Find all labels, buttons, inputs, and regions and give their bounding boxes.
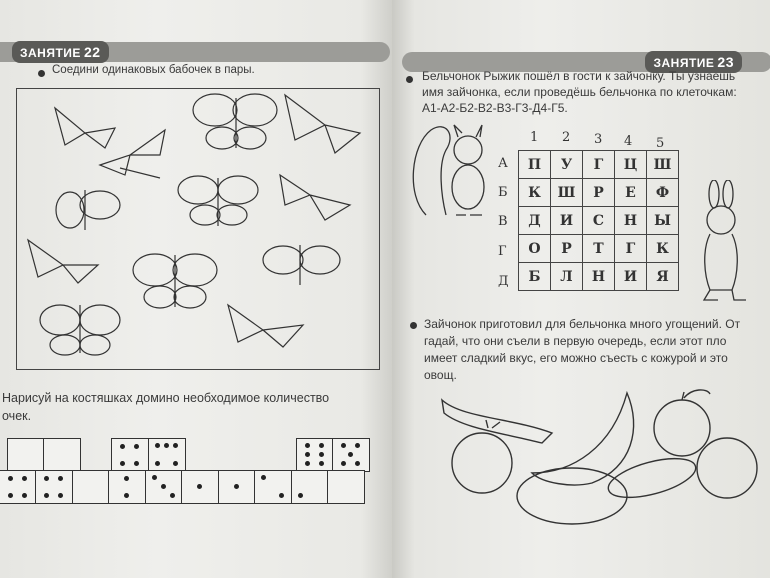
- task-squirrel-line1: Бельчонок Рыжик пошёл в гости к зайчонку. Ты узнаешь: [422, 69, 736, 83]
- grid-cell-v4[interactable]: Н: [615, 207, 647, 235]
- row-label: Б: [498, 185, 508, 200]
- domino-cell[interactable]: [43, 438, 81, 472]
- bullet-icon: [410, 322, 417, 329]
- row-label: А: [498, 156, 508, 171]
- grid-cell-g1[interactable]: О: [519, 235, 551, 263]
- lesson-label: ЗАНЯТИЕ: [20, 46, 81, 60]
- task-butterflies: Соедини одинаковых бабочек в пары.: [52, 64, 255, 76]
- grid-cell-a2[interactable]: У: [551, 151, 583, 179]
- lesson-number: 23: [717, 54, 734, 70]
- task-squirrel-line3: А1-А2-Б2-В2-В3-Г3-Д4-Г5.: [422, 101, 568, 115]
- grid-cell-a5[interactable]: Ш: [647, 151, 679, 179]
- grid-cell-a3[interactable]: Г: [583, 151, 615, 179]
- squirrel-illustration: [406, 115, 496, 225]
- column-number: 1: [530, 130, 539, 145]
- task-domino-line1: Нарисуй на костяшках домино необходимое количество: [2, 391, 330, 405]
- row-label: Г: [498, 244, 507, 259]
- fruits-vegetables-illustration: [392, 388, 770, 578]
- grid-cell-d5[interactable]: Я: [647, 263, 679, 291]
- grid-cell-b2[interactable]: Ш: [551, 179, 583, 207]
- task-domino-line2: очек.: [2, 409, 32, 423]
- column-number: 3: [594, 132, 603, 147]
- right-page: [392, 0, 770, 578]
- grid-cell-g2[interactable]: Р: [551, 235, 583, 263]
- task-bunny-line3: имеет сладкий вкус, его можно съесть с кожурой и это: [424, 351, 728, 365]
- domino-top-row: [8, 438, 370, 472]
- grid-cell-d3[interactable]: Н: [583, 263, 615, 291]
- grid-cell-d2[interactable]: Л: [551, 263, 583, 291]
- column-number: 2: [562, 130, 571, 145]
- grid-cell-g3[interactable]: Т: [583, 235, 615, 263]
- task-bunny-line1: Зайчонок приготовил для бельчонка много угощений. От: [424, 317, 741, 331]
- task-bunny-line4: овощ.: [424, 368, 457, 382]
- grid-cell-a4[interactable]: Ц: [615, 151, 647, 179]
- domino-cell[interactable]: [218, 470, 256, 504]
- domino-cell[interactable]: [108, 470, 146, 504]
- bunny-illustration: [692, 180, 752, 310]
- grid-cell-a1[interactable]: П: [519, 151, 551, 179]
- grid-cell-v3[interactable]: С: [583, 207, 615, 235]
- domino-bottom-row: [0, 470, 365, 504]
- grid-cell-b5[interactable]: Ф: [647, 179, 679, 207]
- grid-cell-b3[interactable]: Р: [583, 179, 615, 207]
- butterflies-illustration: [0, 0, 392, 380]
- grid-cell-v2[interactable]: И: [551, 207, 583, 235]
- grid-cell-v5[interactable]: Ы: [647, 207, 679, 235]
- domino-cell[interactable]: [296, 438, 334, 472]
- grid-cell-b1[interactable]: К: [519, 179, 551, 207]
- grid-cell-v1[interactable]: Д: [519, 207, 551, 235]
- column-number: 5: [656, 136, 665, 151]
- domino-cell[interactable]: [327, 470, 365, 504]
- domino-cell[interactable]: [148, 438, 186, 472]
- domino-cell[interactable]: [332, 438, 370, 472]
- domino-cell[interactable]: [181, 470, 219, 504]
- task-bunny-line2: гадай, что они съели в первую очередь, если этот пло: [424, 334, 727, 348]
- row-label: Д: [498, 274, 509, 289]
- lesson-label: ЗАНЯТИЕ: [653, 56, 715, 70]
- domino-cell[interactable]: [111, 438, 149, 472]
- domino-cell[interactable]: [291, 470, 329, 504]
- domino-cell[interactable]: [35, 470, 73, 504]
- column-number: 4: [624, 134, 633, 149]
- domino-cell[interactable]: [254, 470, 292, 504]
- row-label: В: [498, 214, 508, 229]
- domino-cell[interactable]: [7, 438, 45, 472]
- letter-grid: [518, 150, 679, 291]
- grid-cell-d4[interactable]: И: [615, 263, 647, 291]
- bullet-icon: [406, 76, 413, 83]
- domino-cell[interactable]: [72, 470, 110, 504]
- grid-cell-g4[interactable]: Г: [615, 235, 647, 263]
- grid-cell-b4[interactable]: Е: [615, 179, 647, 207]
- grid-cell-d1[interactable]: Б: [519, 263, 551, 291]
- domino-cell[interactable]: [0, 470, 37, 504]
- domino-cell[interactable]: [145, 470, 183, 504]
- grid-cell-g5[interactable]: К: [647, 235, 679, 263]
- task-squirrel-line2: имя зайчонка, если проведёшь бельчонка по клеточкам:: [422, 85, 737, 99]
- lesson-number: 22: [83, 44, 101, 60]
